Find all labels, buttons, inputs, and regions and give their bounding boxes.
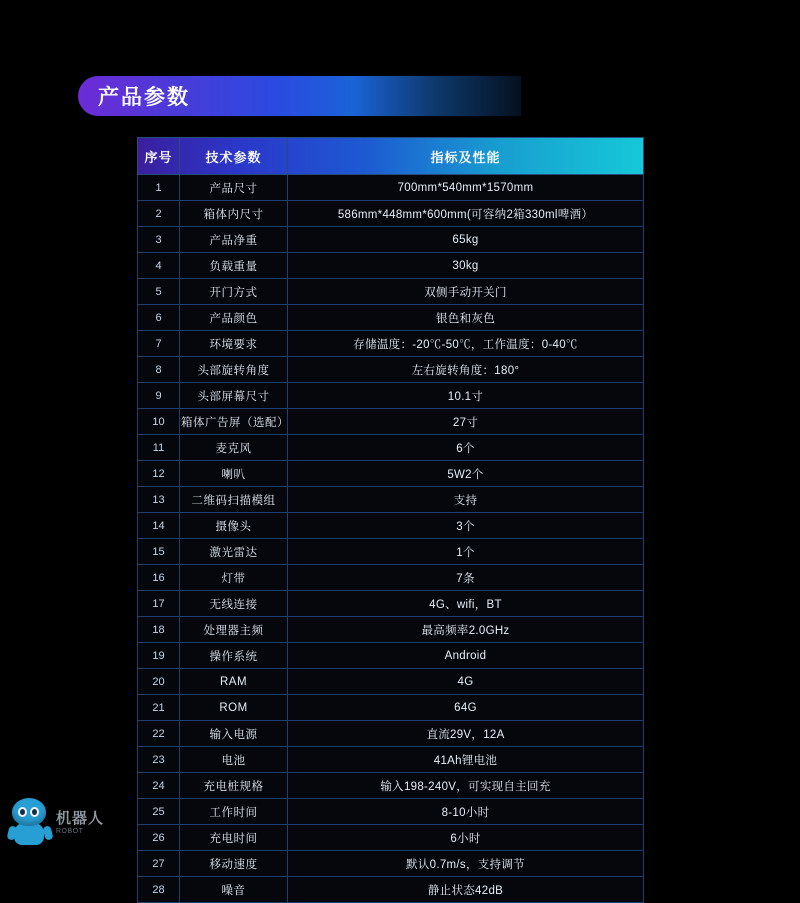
watermark-text bbox=[56, 810, 104, 837]
table-row bbox=[138, 591, 644, 617]
table-row bbox=[138, 461, 644, 487]
cell-value: 左右旋转角度：180° bbox=[288, 357, 644, 383]
cell-param: 噪音 bbox=[180, 877, 288, 903]
cell-param: 麦克风 bbox=[180, 435, 288, 461]
cell-param: ROM bbox=[180, 695, 288, 721]
cell-no: 5 bbox=[138, 279, 180, 305]
table-row bbox=[138, 721, 644, 747]
cell-value: 10.1寸 bbox=[288, 383, 644, 409]
cell-param: 充电时间 bbox=[180, 825, 288, 851]
column-header-value: 指标及性能 bbox=[288, 138, 644, 175]
section-banner bbox=[78, 76, 521, 116]
cell-no: 16 bbox=[138, 565, 180, 591]
cell-param: 激光雷达 bbox=[180, 539, 288, 565]
cell-no: 13 bbox=[138, 487, 180, 513]
table-row bbox=[138, 279, 644, 305]
cell-no: 2 bbox=[138, 201, 180, 227]
cell-param: 操作系统 bbox=[180, 643, 288, 669]
cell-no: 21 bbox=[138, 695, 180, 721]
cell-value: 存储温度：-20℃-50℃，工作温度：0-40℃ bbox=[288, 331, 644, 357]
cell-value: 双侧手动开关门 bbox=[288, 279, 644, 305]
cell-no: 8 bbox=[138, 357, 180, 383]
cell-param: 工作时间 bbox=[180, 799, 288, 825]
cell-no: 11 bbox=[138, 435, 180, 461]
watermark-subtitle: ROBOT bbox=[56, 827, 84, 835]
cell-value: 41Ah锂电池 bbox=[288, 747, 644, 773]
watermark bbox=[8, 796, 158, 850]
cell-param: 开门方式 bbox=[180, 279, 288, 305]
cell-no: 17 bbox=[138, 591, 180, 617]
spec-table-wrap bbox=[137, 137, 643, 903]
table-row bbox=[138, 565, 644, 591]
cell-param: 箱体广告屏（选配） bbox=[180, 409, 288, 435]
cell-param: 处理器主频 bbox=[180, 617, 288, 643]
cell-param: 摄像头 bbox=[180, 513, 288, 539]
cell-value: 4G、wifi，BT bbox=[288, 591, 644, 617]
cell-no: 10 bbox=[138, 409, 180, 435]
table-row bbox=[138, 305, 644, 331]
table-row bbox=[138, 357, 644, 383]
table-row bbox=[138, 799, 644, 825]
table-row bbox=[138, 383, 644, 409]
cell-no: 26 bbox=[138, 825, 180, 851]
table-row bbox=[138, 669, 644, 695]
watermark-title: 机器人 bbox=[56, 809, 105, 827]
cell-value: 27寸 bbox=[288, 409, 644, 435]
cell-value: Android bbox=[288, 643, 644, 669]
cell-param: 头部屏幕尺寸 bbox=[180, 383, 288, 409]
cell-no: 23 bbox=[138, 747, 180, 773]
cell-param: 环境要求 bbox=[180, 331, 288, 357]
cell-value: 6小时 bbox=[288, 825, 644, 851]
cell-param: 二维码扫描模组 bbox=[180, 487, 288, 513]
cell-no: 24 bbox=[138, 773, 180, 799]
cell-value: 30kg bbox=[288, 253, 644, 279]
spec-table-head bbox=[138, 138, 644, 175]
cell-value: 默认0.7m/s，支持调节 bbox=[288, 851, 644, 877]
table-row bbox=[138, 773, 644, 799]
cell-value: 支持 bbox=[288, 487, 644, 513]
table-row bbox=[138, 539, 644, 565]
cell-value: 64G bbox=[288, 695, 644, 721]
cell-no: 4 bbox=[138, 253, 180, 279]
cell-value: 4G bbox=[288, 669, 644, 695]
robot-mascot-icon bbox=[8, 798, 52, 848]
cell-value: 静止状态42dB bbox=[288, 877, 644, 903]
cell-value: 586mm*448mm*600mm(可容纳2箱330ml啤酒） bbox=[288, 201, 644, 227]
cell-no: 28 bbox=[138, 877, 180, 903]
page-title: 产品参数 bbox=[98, 86, 190, 109]
column-header-no: 序号 bbox=[138, 138, 180, 175]
cell-param: 移动速度 bbox=[180, 851, 288, 877]
cell-param: 灯带 bbox=[180, 565, 288, 591]
table-row bbox=[138, 435, 644, 461]
table-row bbox=[138, 409, 644, 435]
cell-param: RAM bbox=[180, 669, 288, 695]
cell-param: 负载重量 bbox=[180, 253, 288, 279]
cell-param: 产品尺寸 bbox=[180, 175, 288, 201]
table-row bbox=[138, 513, 644, 539]
table-row bbox=[138, 487, 644, 513]
table-row bbox=[138, 227, 644, 253]
cell-param: 产品净重 bbox=[180, 227, 288, 253]
cell-value: 3个 bbox=[288, 513, 644, 539]
table-row bbox=[138, 851, 644, 877]
cell-value: 65kg bbox=[288, 227, 644, 253]
cell-value: 700mm*540mm*1570mm bbox=[288, 175, 644, 201]
cell-param: 充电桩规格 bbox=[180, 773, 288, 799]
cell-value: 7条 bbox=[288, 565, 644, 591]
cell-param: 箱体内尺寸 bbox=[180, 201, 288, 227]
cell-no: 3 bbox=[138, 227, 180, 253]
cell-no: 19 bbox=[138, 643, 180, 669]
column-header-param: 技术参数 bbox=[180, 138, 288, 175]
table-row bbox=[138, 331, 644, 357]
cell-value: 1个 bbox=[288, 539, 644, 565]
cell-no: 22 bbox=[138, 721, 180, 747]
table-row bbox=[138, 201, 644, 227]
table-row bbox=[138, 617, 644, 643]
table-row bbox=[138, 643, 644, 669]
cell-no: 14 bbox=[138, 513, 180, 539]
table-row bbox=[138, 253, 644, 279]
cell-no: 12 bbox=[138, 461, 180, 487]
cell-no: 7 bbox=[138, 331, 180, 357]
cell-value: 8-10小时 bbox=[288, 799, 644, 825]
cell-param: 产品颜色 bbox=[180, 305, 288, 331]
cell-no: 9 bbox=[138, 383, 180, 409]
cell-value: 直流29V，12A bbox=[288, 721, 644, 747]
cell-value: 银色和灰色 bbox=[288, 305, 644, 331]
cell-value: 最高频率2.0GHz bbox=[288, 617, 644, 643]
cell-value: 输入198-240V，可实现自主回充 bbox=[288, 773, 644, 799]
cell-param: 输入电源 bbox=[180, 721, 288, 747]
table-row bbox=[138, 825, 644, 851]
table-row bbox=[138, 695, 644, 721]
cell-no: 1 bbox=[138, 175, 180, 201]
spec-table-body bbox=[138, 175, 644, 903]
cell-no: 25 bbox=[138, 799, 180, 825]
cell-no: 6 bbox=[138, 305, 180, 331]
cell-param: 喇叭 bbox=[180, 461, 288, 487]
cell-param: 头部旋转角度 bbox=[180, 357, 288, 383]
cell-no: 20 bbox=[138, 669, 180, 695]
cell-no: 27 bbox=[138, 851, 180, 877]
cell-value: 5W2个 bbox=[288, 461, 644, 487]
table-row bbox=[138, 747, 644, 773]
table-header-row bbox=[138, 138, 644, 175]
table-row bbox=[138, 877, 644, 903]
cell-no: 18 bbox=[138, 617, 180, 643]
cell-value: 6个 bbox=[288, 435, 644, 461]
cell-param: 无线连接 bbox=[180, 591, 288, 617]
cell-no: 15 bbox=[138, 539, 180, 565]
cell-param: 电池 bbox=[180, 747, 288, 773]
spec-table bbox=[137, 137, 644, 903]
table-row bbox=[138, 175, 644, 201]
